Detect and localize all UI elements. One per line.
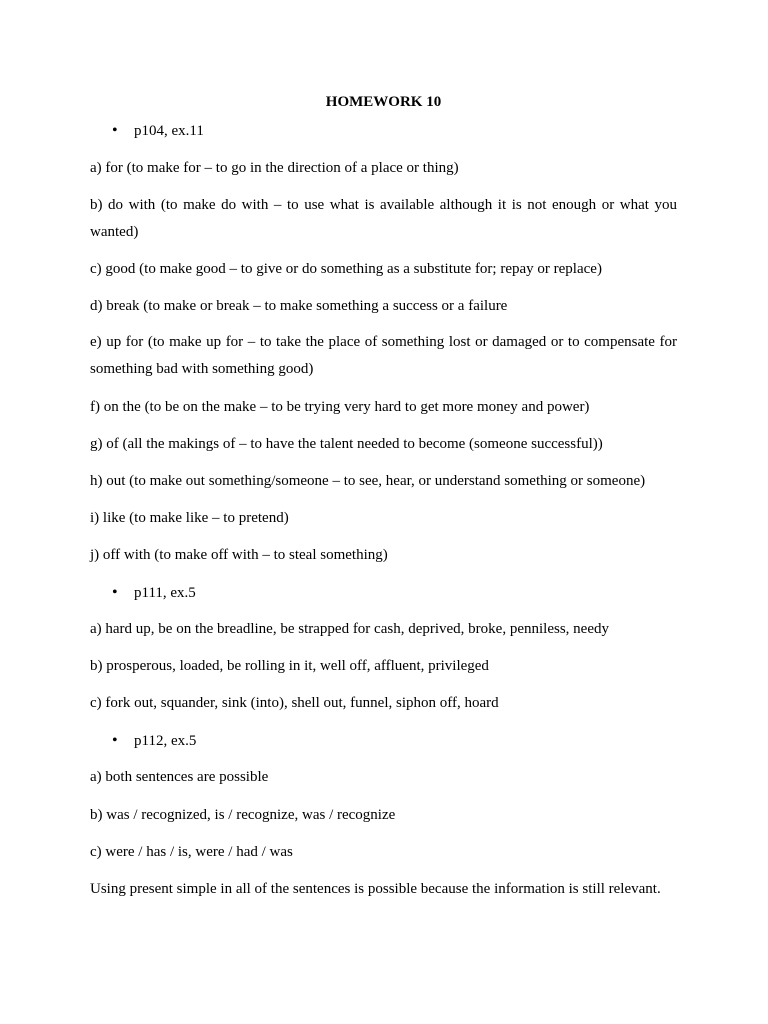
page-title: HOMEWORK 10 bbox=[325, 94, 442, 110]
bullet-icon: • bbox=[112, 122, 118, 139]
answer-item: c) fork out, squander, sink (into), shell out, funnel, siphon off, hoard bbox=[90, 695, 499, 711]
bullet-icon: • bbox=[112, 732, 118, 749]
answer-item: b) do with (to make do with – to use what is available although it is not enough or what you wanted) bbox=[90, 197, 677, 240]
answer-item: g) of (all the makings of – to have the talent needed to become (someone successful)) bbox=[90, 436, 603, 452]
bullet-icon: • bbox=[112, 584, 118, 601]
answer-item: c) were / has / is, were / had / was bbox=[90, 844, 293, 860]
answer-item: a) both sentences are possible bbox=[90, 769, 269, 785]
answer-item: d) break (to make or break – to make something a success or a failure bbox=[90, 298, 508, 314]
answer-item: i) like (to make like – to pretend) bbox=[90, 510, 289, 526]
answer-item: h) out (to make out something/someone – to see, hear, or understand something or someone) bbox=[90, 473, 646, 489]
section-heading bbox=[112, 732, 196, 750]
section-heading bbox=[112, 122, 204, 140]
section-heading-text: p104, ex.11 bbox=[134, 123, 204, 139]
answer-item: j) off with (to make off with – to steal something) bbox=[90, 547, 388, 563]
answer-item: b) was / recognized, is / recognize, was / recognize bbox=[90, 807, 396, 823]
answer-item: e) up for (to make up for – to take the place of something lost or damaged or to compensate for something bad with something good) bbox=[90, 334, 677, 377]
answer-item: c) good (to make good – to give or do something as a substitute for; repay or replace) bbox=[90, 261, 602, 277]
section-heading bbox=[112, 584, 196, 602]
section-heading-text: p111, ex.5 bbox=[134, 585, 196, 601]
answer-item: a) hard up, be on the breadline, be strapped for cash, deprived, broke, penniless, needy bbox=[90, 621, 609, 637]
answer-item: f) on the (to be on the make – to be trying very hard to get more money and power) bbox=[90, 399, 590, 415]
section-heading-text: p112, ex.5 bbox=[134, 733, 197, 749]
answer-item: a) for (to make for – to go in the direction of a place or thing) bbox=[90, 160, 459, 176]
closing-note: Using present simple in all of the sentences is possible because the information is still relevant. bbox=[90, 881, 661, 897]
answer-item: b) prosperous, loaded, be rolling in it, well off, affluent, privileged bbox=[90, 658, 489, 674]
